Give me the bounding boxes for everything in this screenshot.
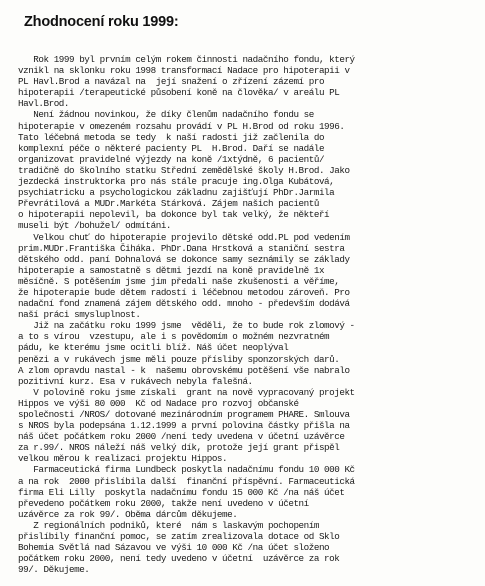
body-line: naší práci smysluplnost. [18,309,141,321]
body-line: PL Havl.Brod a navázal na její snažení o zřízení zázemí pro [18,76,325,88]
body-line: velkou měrou k realizaci projektu Hippos. [18,453,228,465]
document-title: Zhodnocení roku 1999: [24,14,179,30]
body-line: Bohemia Světlá nad Sázavou ve výši 10 000 Kč /na účet složeno [18,542,330,554]
body-line: Velkou chuť do hipoterapie projevilo dětské odd.PL pod vedením [18,231,350,243]
body-line: museli být /bohužel/ odmítáni. [18,220,172,232]
body-line: vznikl na sklonku roku 1998 transformací Nadace pro hipoterapii v [18,65,350,77]
body-line: pádu, ke kterému jsme ocitli blíž. Náš účet neoplýval [18,342,289,354]
body-line: dětského odd. paní Dohnalová se dokonce samy seznámily se základy [18,253,350,265]
body-line: Rok 1999 byl prvním celým rokem činnosti nadačního fondu, který [18,54,355,65]
body-line: uzávěrce za rok 99/. Oběma dárcům děkujeme. [18,508,238,520]
body-line: komplexní péče o některé pacienty PL H.Brod. Daří se nadále [18,142,325,154]
body-line: prim.MUDr.Františka Čiháka. PhDr.Dana Hrstková a staniční sestra [18,242,345,254]
body-line: pozitivní kurz. Esa v rukávech nebyla falešná. [18,375,253,387]
document-body [18,54,468,575]
body-line: Hippos ve výši 80 000 Kč od Nadace pro rozvoj občanské [18,397,299,409]
body-line: o hipoterapii nepolevil, ba dokonce byl tak velký, že někteří [18,209,330,221]
body-line: a na rok 2000 přislíbila další finanční příspěvní. Farmaceutická [18,475,355,487]
body-line: Farmaceutická firma Lundbeck poskytla nadačnímu fondu 10 000 Kč [18,464,355,476]
body-line: hipoterapie a samostatně s dětmi jezdí na koně pravidelně 1x [18,264,325,276]
body-line: a to s vírou vzestupu, ale i s povědomím o možném nezvratném [18,331,330,343]
body-line: že hipoterapie bude dětem radostí i léčebnou metodou zároveň. Pro [18,286,350,298]
body-line: Tato léčebná metoda se tedy k naší radosti již začlenila do [18,131,325,143]
body-line: Převrátilová a MUDr.Markéta Stárková. Zájem našich pacientů [18,198,319,210]
body-line: s NROS byla podepsána 1.12.1999 a první polovina částky přišla na [18,420,350,432]
body-line: společnosti /NROS/ dotované mezinárodním programem PHARE. Smlouva [18,409,350,420]
body-line: přislíbily finanční pomoc, se zatím zrealizovala dotace od Sklo [18,531,340,543]
body-line: Již na začátku roku 1999 jsme věděli, že to bude rok zlomový - [18,320,355,332]
body-line: náš účet počátkem roku 2000 /není tedy uvedena v účetní uzávěrce [18,431,345,443]
body-line: firma Eli Lilly poskytla nadačnímu fondu 15 000 Kč /na náš účet [18,486,345,498]
body-line: jezdecká instruktorka pro nás stále pracuje ing.Olga Kubátová, [18,176,335,188]
body-line: měsíčně. S potěšením jsme jim předali naše zkušenosti a věříme, [18,275,340,287]
body-line: nadační fond znamená zájem dětského odd. mnoho - především dodává [18,298,350,310]
body-line: 99/. Děkujeme. [18,564,90,576]
body-line: převedeno počátkem roku 2000, takže není uvedeno v účetní [18,497,309,509]
body-line: počátkem roku 2000, není tedy uvedeno v účetní uzávěrce za rok [18,553,340,565]
body-line: V polovině roku jsme získali grant na nově vypracovaný projekt [18,386,355,398]
body-line: Není žádnou novinkou, že díky členům nadačního fondu se [18,109,314,121]
body-line: za r.99/. NROS náleží náš velký dík, protože její grant přispěl [18,442,340,454]
body-line: penězi a v rukávech jsme měli pouze přísliby sponzorských darů. [18,353,340,365]
body-line: Z regionálních podniků, které nám s laskavým pochopením [18,519,319,531]
body-line: hipoterapii /terapeutické působení koně na člověka/ v areálu PL [18,87,340,99]
body-line: A zlom opravdu nastal - k našemu obrovskému potěšení vše nabralo [18,364,350,376]
body-line: organizovat pravidelné výjezdy na koně /1xtýdně, 6 pacientů/ [18,153,325,165]
body-line: tradičně do školního statku Střední zemědělské školy H.Brod. Jako [18,164,350,176]
body-line: Havl.Brod. [18,98,70,110]
body-line: hipoterapie v omezeném rozsahu provádí v PL H.Brod od roku 1996. [18,120,345,132]
body-line: psychiatricku a psychologickou základnu zajišťují PhDr.Jarmila [18,187,335,199]
